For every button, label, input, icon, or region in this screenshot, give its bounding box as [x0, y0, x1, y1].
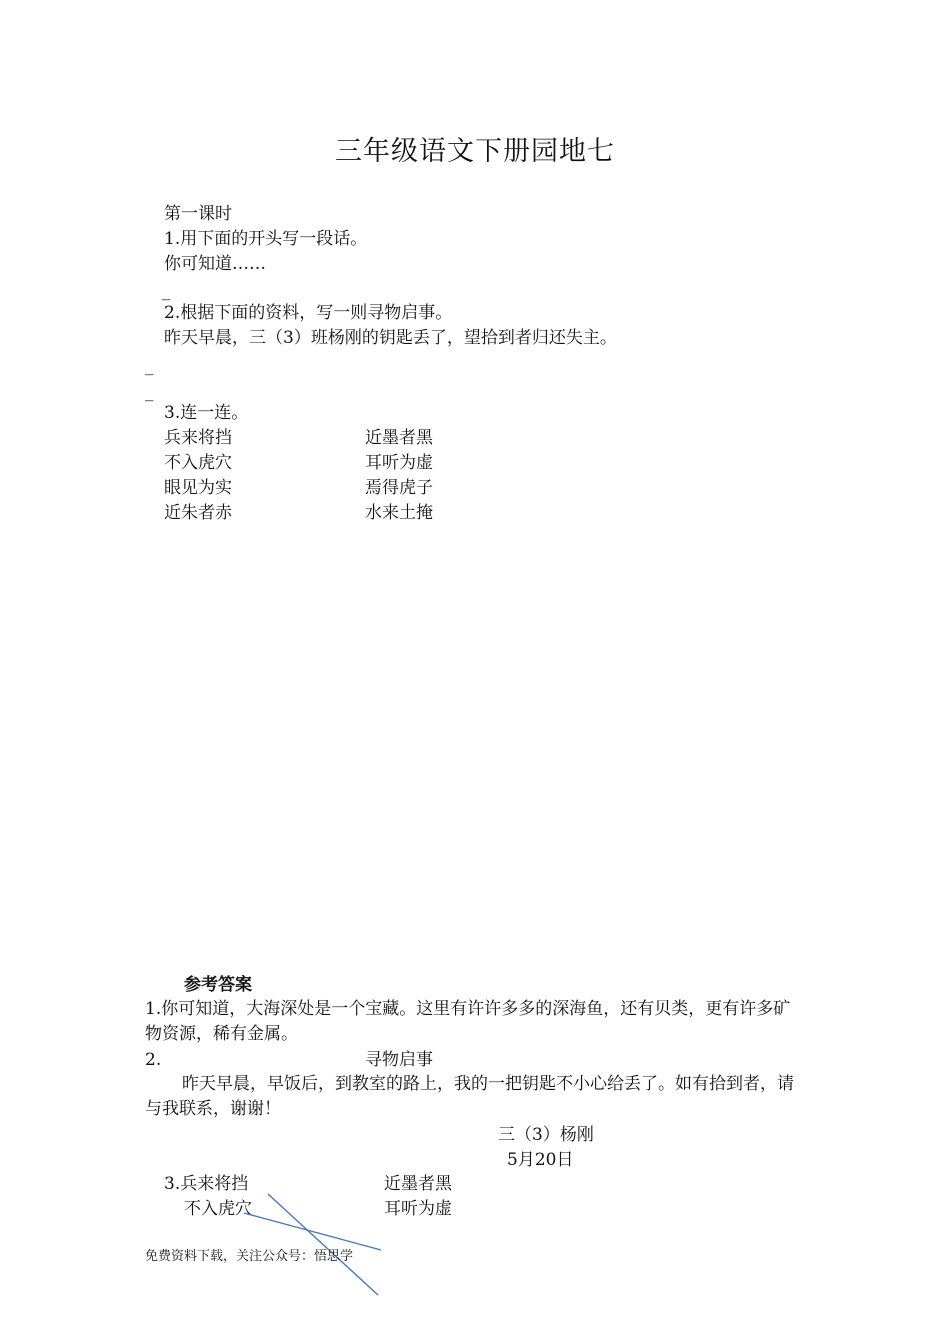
answer-3-right-item: 近墨者黑 [384, 1174, 452, 1194]
page-title: 三年级语文下册园地七 [335, 136, 615, 167]
answer-2-title: 寻物启事 [365, 1050, 433, 1070]
q3-prompt: 3.连一连。 [164, 403, 249, 423]
answer-3-right-item: 耳听为虚 [384, 1199, 452, 1219]
q3-left-item: 眼见为实 [164, 478, 232, 498]
answer-3-left-item: 3.兵来将挡 [164, 1174, 249, 1194]
q3-left-item: 不入虎穴 [164, 453, 232, 473]
q3-right-item: 水来土掩 [365, 503, 433, 523]
q3-left-item: 兵来将挡 [164, 428, 232, 448]
q2-answer-blank-2: _ [145, 382, 154, 402]
q2-info: 昨天早晨，三（3）班杨刚的钥匙丢了，望拾到者归还失主。 [164, 328, 617, 348]
matching-line [244, 1213, 381, 1250]
q2-prompt: 2.根据下面的资料，写一则寻物启事。 [164, 303, 453, 323]
q1-start: 你可知道…… [164, 254, 266, 274]
answers-heading: 参考答案 [184, 975, 252, 995]
q3-left-item: 近朱者赤 [164, 503, 232, 523]
q2-answer-blank-1: _ [145, 356, 154, 376]
answer-1: 1.你可知道，大海深处是一个宝藏。这里有许许多多的深海鱼，还有贝类，更有许多矿物资源，稀有金属。 [145, 999, 791, 1044]
answer-3-left-item: 不入虎穴 [184, 1199, 252, 1219]
answer-2-number: 2. [145, 1050, 162, 1070]
q1-answer-blank: _ [162, 281, 171, 301]
q3-right-item: 耳听为虚 [365, 453, 433, 473]
q3-right-item: 近墨者黑 [365, 428, 433, 448]
answer-2-date: 5月20日 [507, 1150, 574, 1170]
lesson-label: 第一课时 [164, 204, 232, 224]
q3-right-item: 焉得虎子 [365, 478, 433, 498]
footer-note: 免费资料下载，关注公众号：悟思学 [145, 1249, 354, 1264]
answer-2-body: 昨天早晨，早饭后，到教室的路上，我的一把钥匙不小心给丢了。如有拾到者，请与我联系，谢谢！ [145, 1074, 794, 1119]
q1-prompt: 1.用下面的开头写一段话。 [164, 229, 368, 249]
answer-2-signer: 三（3）杨刚 [498, 1125, 594, 1145]
